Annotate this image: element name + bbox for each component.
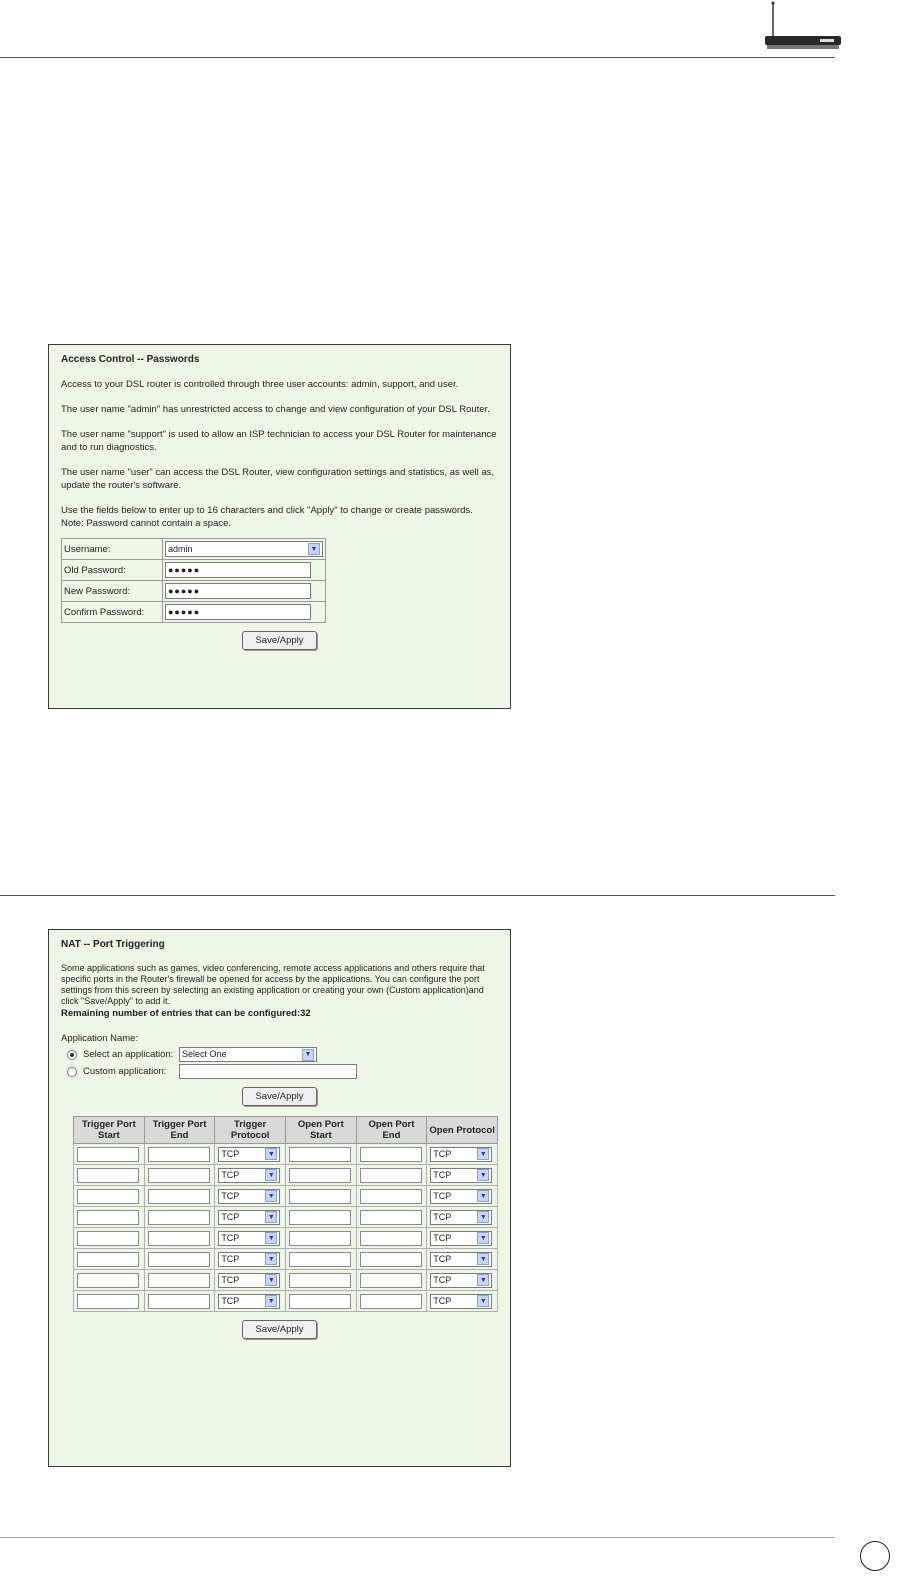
trigger-protocol-select[interactable] xyxy=(218,1168,280,1183)
open-protocol-select-value: TCP xyxy=(433,1211,452,1222)
chevron-down-icon: ▼ xyxy=(477,1190,489,1202)
trigger-port-start-input[interactable] xyxy=(77,1294,139,1309)
password-form xyxy=(61,538,326,623)
port-trigger-table xyxy=(73,1116,498,1312)
new-password-value: ●●●●● xyxy=(168,585,201,596)
open-protocol-select[interactable] xyxy=(430,1273,492,1288)
table-body xyxy=(74,1144,498,1312)
chevron-down-icon: ▼ xyxy=(477,1232,489,1244)
trigger-protocol-select[interactable] xyxy=(218,1231,280,1246)
column-header: Open Port Start xyxy=(285,1117,356,1144)
open-protocol-select[interactable] xyxy=(430,1294,492,1309)
chevron-down-icon: ▼ xyxy=(265,1169,277,1181)
column-header: Open Protocol xyxy=(427,1117,498,1144)
column-header: Trigger Protocol xyxy=(215,1117,286,1144)
trigger-port-start-input[interactable] xyxy=(77,1168,139,1183)
open-port-end-input[interactable] xyxy=(360,1231,422,1246)
trigger-protocol-select[interactable] xyxy=(218,1147,280,1162)
open-protocol-select-value: TCP xyxy=(433,1253,452,1264)
application-name-label: Application Name: xyxy=(61,1033,139,1044)
chevron-down-icon: ▼ xyxy=(477,1148,489,1160)
chevron-down-icon: ▼ xyxy=(265,1190,277,1202)
open-port-start-input[interactable] xyxy=(289,1210,351,1225)
open-protocol-select-value: TCP xyxy=(433,1295,452,1306)
open-port-start-input[interactable] xyxy=(289,1252,351,1267)
trigger-protocol-select[interactable] xyxy=(218,1273,280,1288)
paragraph: The user name "admin" has unrestricted access to change and view configuration of your DSL Router. xyxy=(61,404,490,415)
trigger-port-end-input[interactable] xyxy=(148,1189,210,1204)
table-row xyxy=(74,1291,498,1312)
save-apply-button-bottom[interactable]: Save/Apply xyxy=(242,1320,316,1339)
chevron-down-icon: ▼ xyxy=(477,1169,489,1181)
trigger-protocol-select-value: TCP xyxy=(221,1148,240,1159)
open-port-start-input[interactable] xyxy=(289,1294,351,1309)
open-port-start-input[interactable] xyxy=(289,1189,351,1204)
trigger-protocol-select-value: TCP xyxy=(221,1253,240,1264)
table-row xyxy=(74,1207,498,1228)
trigger-protocol-select-value: TCP xyxy=(221,1169,240,1180)
access-control-panel xyxy=(48,344,511,709)
open-port-end-input[interactable] xyxy=(360,1189,422,1204)
paragraph: Access to your DSL router is controlled through three user accounts: admin, support, and user. xyxy=(61,379,459,390)
chevron-down-icon: ▼ xyxy=(265,1211,277,1223)
paragraph: Use the fields below to enter up to 16 characters and click "Apply" to change or create passwords. Note: Password cannot contain a space. xyxy=(61,505,473,529)
open-port-start-input[interactable] xyxy=(289,1147,351,1162)
old-password-field[interactable] xyxy=(165,562,311,578)
trigger-protocol-select-value: TCP xyxy=(221,1274,240,1285)
application-select-value: Select One xyxy=(182,1049,227,1059)
column-header: Trigger Port End xyxy=(144,1117,215,1144)
confirm-password-field[interactable] xyxy=(165,604,311,620)
table-row xyxy=(74,1186,498,1207)
remaining-entries: Remaining number of entries that can be configured:32 xyxy=(61,1008,311,1019)
table-row xyxy=(74,1165,498,1186)
table-row xyxy=(74,1144,498,1165)
panel-title: Access Control -- Passwords xyxy=(61,354,200,365)
open-protocol-select[interactable] xyxy=(430,1168,492,1183)
custom-application-radio[interactable] xyxy=(67,1067,77,1077)
old-password-label: Old Password: xyxy=(62,560,163,581)
trigger-port-end-input[interactable] xyxy=(148,1210,210,1225)
open-port-end-input[interactable] xyxy=(360,1273,422,1288)
chevron-down-icon: ▼ xyxy=(265,1232,277,1244)
open-port-end-input[interactable] xyxy=(360,1147,422,1162)
trigger-protocol-select[interactable] xyxy=(218,1252,280,1267)
trigger-port-start-input[interactable] xyxy=(77,1273,139,1288)
trigger-port-start-input[interactable] xyxy=(77,1189,139,1204)
trigger-port-start-input[interactable] xyxy=(77,1252,139,1267)
chevron-down-icon: ▼ xyxy=(477,1295,489,1307)
open-protocol-select-value: TCP xyxy=(433,1190,452,1201)
chevron-down-icon: ▼ xyxy=(308,543,320,555)
open-protocol-select[interactable] xyxy=(430,1252,492,1267)
trigger-protocol-select-value: TCP xyxy=(221,1211,240,1222)
table-row xyxy=(74,1249,498,1270)
new-password-label: New Password: xyxy=(62,581,163,602)
open-port-start-input[interactable] xyxy=(289,1168,351,1183)
open-protocol-select[interactable] xyxy=(430,1210,492,1225)
chevron-down-icon: ▼ xyxy=(477,1253,489,1265)
trigger-port-end-input[interactable] xyxy=(148,1168,210,1183)
confirm-password-label: Confirm Password: xyxy=(62,602,163,623)
open-protocol-select[interactable] xyxy=(430,1231,492,1246)
application-select[interactable] xyxy=(179,1047,317,1062)
username-select[interactable] xyxy=(165,541,323,557)
table-row xyxy=(74,1228,498,1249)
trigger-port-start-input[interactable] xyxy=(77,1147,139,1162)
port-triggering-panel xyxy=(48,929,511,1467)
open-port-end-input[interactable] xyxy=(360,1252,422,1267)
open-port-end-input[interactable] xyxy=(360,1210,422,1225)
column-header: Open Port End xyxy=(356,1117,427,1144)
trigger-port-start-input[interactable] xyxy=(77,1210,139,1225)
open-port-end-input[interactable] xyxy=(360,1168,422,1183)
trigger-protocol-select-value: TCP xyxy=(221,1232,240,1243)
chevron-down-icon: ▼ xyxy=(302,1049,314,1061)
page-number-circle xyxy=(860,1541,890,1571)
username-value: admin xyxy=(168,543,193,554)
trigger-port-end-input[interactable] xyxy=(148,1252,210,1267)
paragraph: The user name "support" is used to allow an ISP technician to access your DSL Router for maintenance and to run diagnostics. xyxy=(61,429,497,453)
trigger-port-end-input[interactable] xyxy=(148,1147,210,1162)
open-protocol-select-value: TCP xyxy=(433,1148,452,1159)
trigger-port-end-input[interactable] xyxy=(148,1231,210,1246)
header-rule xyxy=(0,57,835,58)
open-port-start-input[interactable] xyxy=(289,1273,351,1288)
router-icon xyxy=(762,0,842,54)
section-rule xyxy=(0,895,835,896)
old-password-value: ●●●●● xyxy=(168,564,201,575)
open-protocol-select-value: TCP xyxy=(433,1169,452,1180)
trigger-protocol-select[interactable] xyxy=(218,1189,280,1204)
paragraph: The user name "user" can access the DSL Router, view configuration settings and statistics, as well as, update the router's software. xyxy=(61,467,495,491)
custom-application-label: Custom application: xyxy=(83,1066,167,1077)
username-label: Username: xyxy=(62,539,163,560)
column-header: Trigger Port Start xyxy=(74,1117,145,1144)
new-password-field[interactable] xyxy=(165,583,311,599)
trigger-protocol-select[interactable] xyxy=(218,1294,280,1309)
chevron-down-icon: ▼ xyxy=(477,1274,489,1286)
trigger-port-end-input[interactable] xyxy=(148,1273,210,1288)
chevron-down-icon: ▼ xyxy=(265,1295,277,1307)
trigger-protocol-select-value: TCP xyxy=(221,1190,240,1201)
open-protocol-select-value: TCP xyxy=(433,1232,452,1243)
open-port-start-input[interactable] xyxy=(289,1231,351,1246)
open-protocol-select-value: TCP xyxy=(433,1274,452,1285)
confirm-password-value: ●●●●● xyxy=(168,606,201,617)
trigger-protocol-select[interactable] xyxy=(218,1210,280,1225)
panel-title: NAT -- Port Triggering xyxy=(61,939,165,950)
save-apply-button[interactable]: Save/Apply xyxy=(242,631,316,650)
open-port-end-input[interactable] xyxy=(360,1294,422,1309)
trigger-port-end-input[interactable] xyxy=(148,1294,210,1309)
select-application-radio[interactable] xyxy=(67,1050,77,1060)
trigger-protocol-select-value: TCP xyxy=(221,1295,240,1306)
save-apply-button-top[interactable]: Save/Apply xyxy=(242,1087,316,1106)
open-protocol-select[interactable] xyxy=(430,1147,492,1162)
chevron-down-icon: ▼ xyxy=(477,1211,489,1223)
chevron-down-icon: ▼ xyxy=(265,1253,277,1265)
select-application-label: Select an application: xyxy=(83,1049,174,1060)
footer-rule xyxy=(0,1537,835,1538)
table-row xyxy=(74,1270,498,1291)
open-protocol-select[interactable] xyxy=(430,1189,492,1204)
chevron-down-icon: ▼ xyxy=(265,1274,277,1286)
custom-application-input[interactable] xyxy=(179,1064,357,1079)
table-header-row xyxy=(74,1117,498,1144)
trigger-port-start-input[interactable] xyxy=(77,1231,139,1246)
intro-text: Some applications such as games, video conferencing, remote access applications and others require that specific ports in the Router's firewall be opened for access by the applications. You can configure the port settings from this screen by selecting an existing application or creating your own (Custom application)and click "Save/Apply" to add it. xyxy=(61,963,485,1006)
chevron-down-icon: ▼ xyxy=(265,1148,277,1160)
